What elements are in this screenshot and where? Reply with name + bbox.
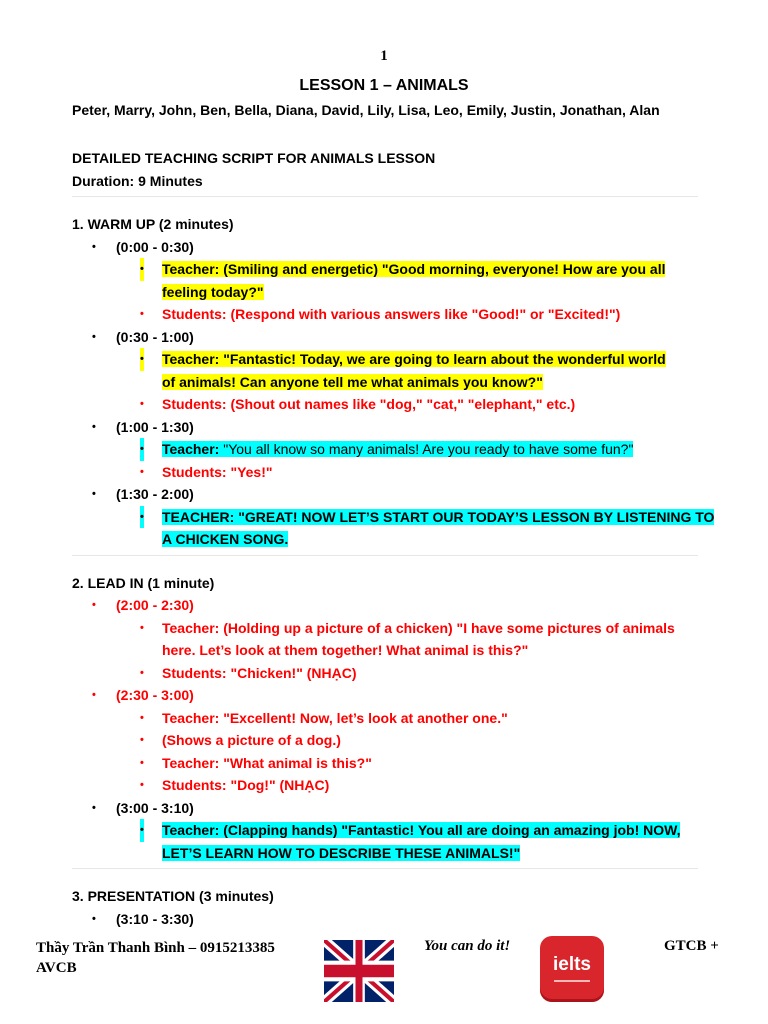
- time-label: (3:00 - 3:10): [116, 799, 194, 816]
- script-line: [72, 707, 698, 730]
- time-item: [72, 908, 698, 931]
- bullet-icon: •: [140, 348, 144, 371]
- script-line: [72, 461, 698, 484]
- footer-teacher-line2: AVCB: [36, 960, 77, 976]
- bullet-icon: •: [140, 734, 144, 746]
- bullet-icon: •: [140, 756, 144, 769]
- footer-slogan: You can do it!: [424, 938, 511, 954]
- bullet-icon: •: [140, 506, 144, 529]
- teacher-line: Teacher: (Smiling and energetic) "Good morning, everyone! How are you all: [162, 261, 666, 277]
- time-label: (2:30 - 3:00): [116, 687, 194, 703]
- script-line: [72, 281, 698, 304]
- bullet-icon: •: [140, 398, 144, 410]
- students-line: Students: (Shout out names like "dog," "cat," "elephant," etc.): [162, 396, 576, 412]
- section-heading-presentation: 3. PRESENTATION (3 minutes): [72, 888, 274, 904]
- ielts-logo-icon: [540, 936, 604, 1002]
- time-item: [72, 594, 698, 617]
- time-item: [72, 483, 698, 506]
- script-line: [72, 393, 698, 416]
- lesson-title: LESSON 1 – ANIMALS: [299, 77, 469, 94]
- time-item: [72, 326, 698, 349]
- teacher-line: Teacher: "Excellent! Now, let’s look at another one.": [162, 709, 508, 726]
- bullet-icon: •: [140, 258, 144, 281]
- time-item: [72, 797, 698, 820]
- time-item: [72, 684, 698, 707]
- page-number: 1: [380, 48, 388, 64]
- script-line: [72, 348, 698, 371]
- bullet-icon: •: [140, 779, 144, 791]
- teacher-line: Teacher: "What animal is this?": [162, 754, 372, 771]
- script-line: [72, 617, 698, 640]
- divider: [72, 868, 698, 869]
- script-line: [72, 371, 698, 394]
- footer-teacher-line1: Thầy Trần Thanh Bình – 0915213385: [36, 940, 275, 956]
- teacher-label: Teacher:: [162, 441, 220, 457]
- teacher-line: TEACHER: "GREAT! NOW LET’S START OUR TODAY’S LESSON BY LISTENING TO: [162, 508, 715, 525]
- teacher-line-continued: here. Let’s look at them together! What animal is this?": [162, 642, 529, 658]
- teacher-line: Teacher: "Fantastic! Today, we are going to learn about the wonderful world: [162, 351, 666, 367]
- uk-flag-icon: [324, 940, 394, 1002]
- script-title: DETAILED TEACHING SCRIPT FOR ANIMALS LESSON: [72, 150, 436, 166]
- script-line: [72, 438, 698, 461]
- script-line: [72, 729, 698, 752]
- students-line: Students: (Respond with various answers like "Good!" or "Excited!"): [162, 306, 621, 322]
- bullet-icon: •: [140, 438, 144, 461]
- bullet-icon: •: [92, 599, 96, 611]
- bullet-icon: •: [140, 666, 144, 679]
- students-line: Students: "Dog!" (NHẠC): [162, 777, 330, 793]
- script-line: [72, 506, 715, 529]
- divider: [72, 555, 698, 556]
- time-label: (0:00 - 0:30): [116, 238, 194, 255]
- divider: [72, 196, 698, 197]
- teacher-line: "You all know so many animals! Are you ready to have some fun?": [219, 441, 634, 457]
- script-line: [72, 258, 698, 281]
- bullet-icon: •: [92, 420, 96, 433]
- footer-teacher: [36, 938, 316, 978]
- time-label: (1:30 - 2:00): [116, 486, 194, 502]
- section-heading-warm-up: 1. WARM UP (2 minutes): [72, 216, 234, 232]
- script-line: [72, 774, 698, 797]
- bullet-icon: •: [140, 711, 144, 724]
- time-label: (2:00 - 2:30): [116, 597, 194, 613]
- script-line: [72, 662, 698, 685]
- ielts-logo-underline: [554, 980, 590, 982]
- bullet-icon: •: [140, 819, 144, 842]
- document-body: [72, 147, 715, 930]
- students-line: Students: "Yes!": [162, 463, 273, 480]
- script-line: [72, 752, 698, 775]
- script-line: [72, 528, 698, 551]
- bullet-icon: •: [92, 488, 96, 500]
- script-line: [72, 639, 698, 662]
- time-label: (3:10 - 3:30): [116, 910, 194, 927]
- student-names: Peter, Marry, John, Ben, Bella, Diana, David, Lily, Lisa, Leo, Emily, Justin, Jonathan, Alan: [72, 102, 660, 118]
- section-heading-lead-in: 2. LEAD IN (1 minute): [72, 574, 215, 591]
- teacher-line-continued: A CHICKEN SONG.: [162, 531, 289, 547]
- script-line: [72, 303, 698, 326]
- teacher-line-continued: LET’S LEARN HOW TO DESCRIBE THESE ANIMALS!": [162, 844, 521, 861]
- duration: Duration: 9 Minutes: [72, 172, 203, 189]
- teacher-line: Teacher: (Holding up a picture of a chicken) "I have some pictures of animals: [162, 619, 675, 636]
- bullet-icon: •: [140, 621, 144, 634]
- bullet-icon: •: [140, 465, 144, 478]
- bullet-icon: •: [92, 912, 96, 925]
- time-label: (1:00 - 1:30): [116, 418, 194, 435]
- teacher-line: Teacher: (Clapping hands) "Fantastic! You all are doing an amazing job! NOW,: [162, 822, 681, 838]
- ielts-logo-text: ielts: [552, 954, 592, 975]
- footer-course: GTCB +: [664, 938, 719, 954]
- action-line: (Shows a picture of a dog.): [162, 732, 341, 748]
- bullet-icon: •: [92, 689, 96, 701]
- bullet-icon: •: [92, 801, 96, 814]
- teacher-line-continued: of animals! Can anyone tell me what animals you know?": [162, 373, 543, 390]
- students-line: Students: "Chicken!" (NHẠC): [162, 664, 357, 681]
- bullet-icon: •: [140, 308, 144, 320]
- teacher-line-continued: feeling today?": [162, 283, 264, 300]
- script-line: [72, 819, 698, 842]
- time-item: [72, 416, 698, 439]
- bullet-icon: •: [92, 330, 96, 343]
- time-item: [72, 236, 698, 259]
- bullet-icon: •: [92, 240, 96, 253]
- script-line: [72, 842, 698, 865]
- time-label: (0:30 - 1:00): [116, 328, 194, 345]
